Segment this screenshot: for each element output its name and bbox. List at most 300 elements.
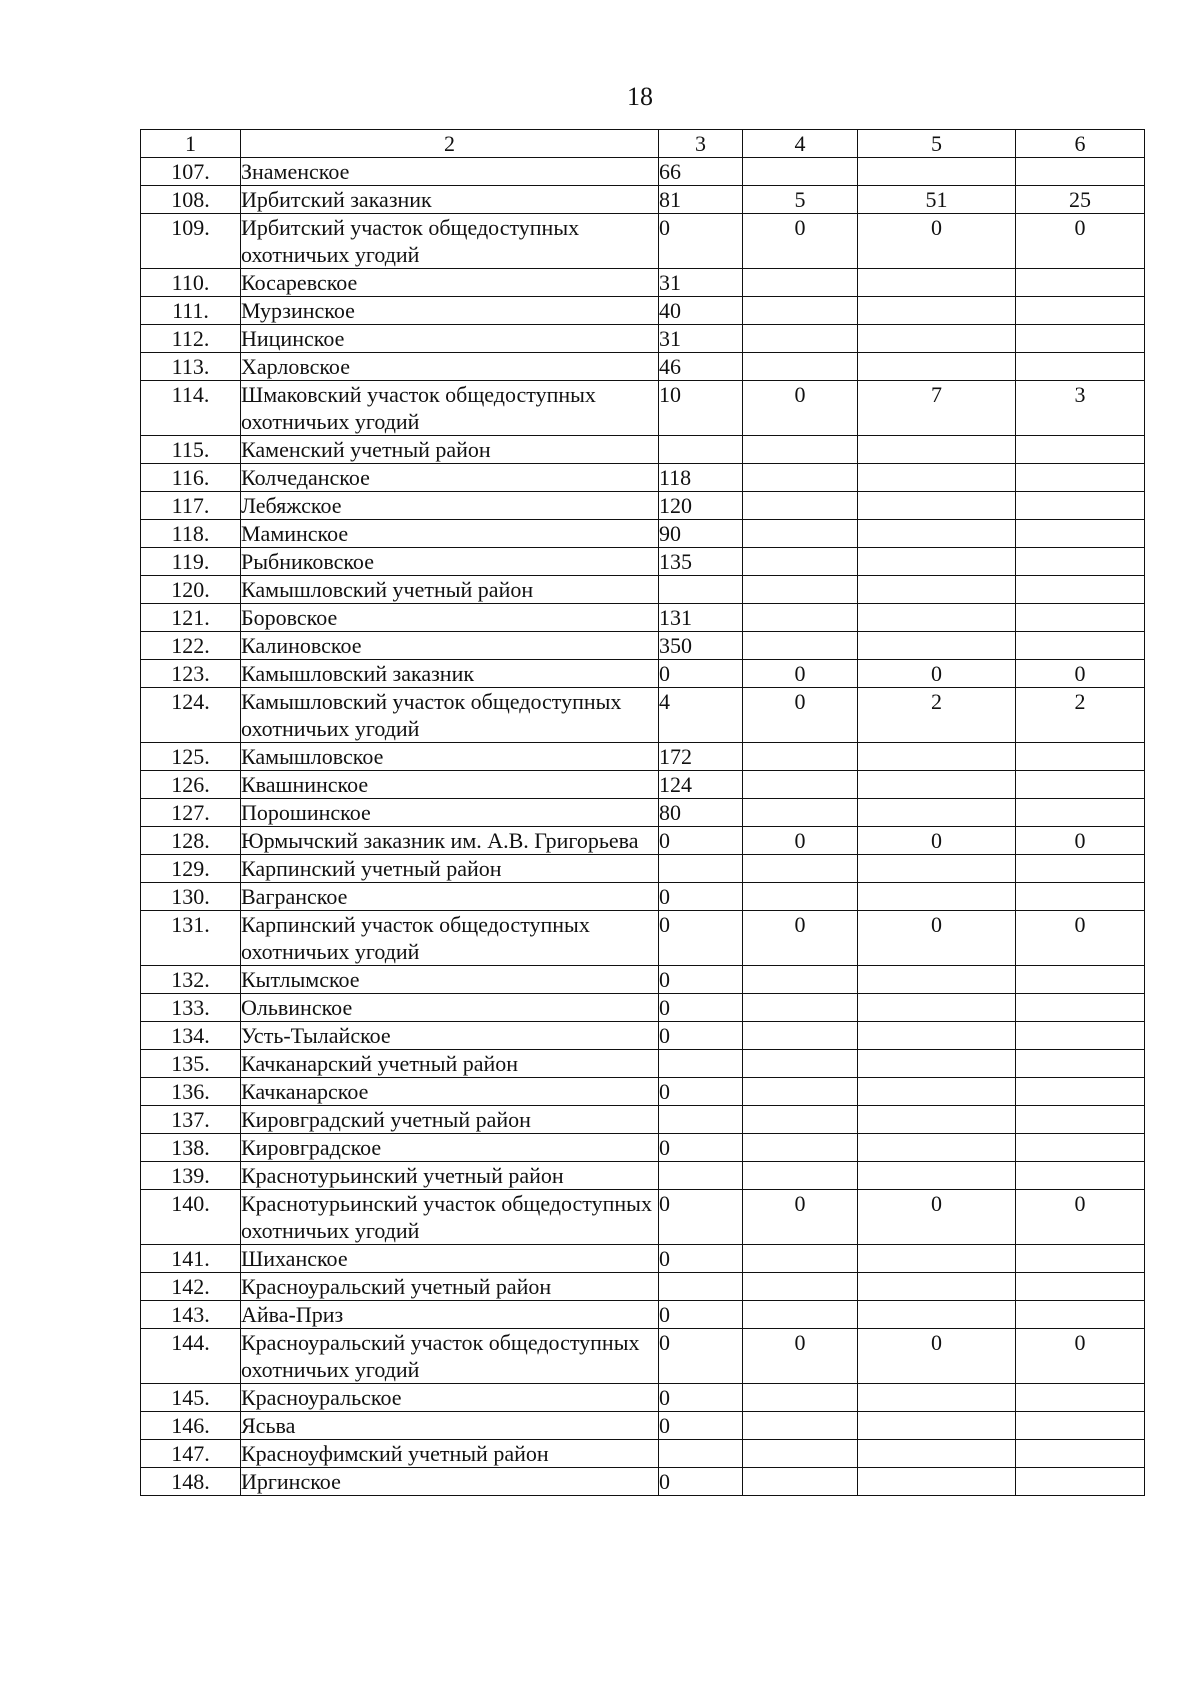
row-number-cell: 141. (141, 1245, 241, 1273)
row-name-cell: Краснотурьинский учетный район (241, 1162, 659, 1190)
col3-cell: 118 (659, 464, 743, 492)
table-row (141, 520, 1145, 548)
col3-cell: 0 (659, 1134, 743, 1162)
col5-cell (858, 1050, 1016, 1078)
table-row (141, 548, 1145, 576)
col5-cell (858, 771, 1016, 799)
row-name-cell: Шиханское (241, 1245, 659, 1273)
col6-cell (1016, 325, 1145, 353)
row-number-cell: 147. (141, 1440, 241, 1468)
col4-cell (743, 1050, 858, 1078)
col3-cell: 350 (659, 632, 743, 660)
row-number-cell: 119. (141, 548, 241, 576)
col4-cell (743, 883, 858, 911)
table-row (141, 297, 1145, 325)
row-name-cell: Колчеданское (241, 464, 659, 492)
col4-cell (743, 1384, 858, 1412)
col6-cell: 0 (1016, 911, 1145, 966)
row-number-cell: 108. (141, 186, 241, 214)
col5-cell (858, 799, 1016, 827)
col4-cell (743, 436, 858, 464)
col3-cell: 120 (659, 492, 743, 520)
table-row (141, 464, 1145, 492)
col6-cell (1016, 1022, 1145, 1050)
col3-cell: 46 (659, 353, 743, 381)
col6-cell (1016, 1273, 1145, 1301)
col6-cell (1016, 269, 1145, 297)
row-name-cell: Красноуфимский учетный район (241, 1440, 659, 1468)
row-name-cell: Ирбитский заказник (241, 186, 659, 214)
table-row (141, 771, 1145, 799)
row-number-cell: 121. (141, 604, 241, 632)
col5-cell (858, 436, 1016, 464)
col3-cell: 0 (659, 1078, 743, 1106)
table-row (141, 1022, 1145, 1050)
col4-cell (743, 1468, 858, 1496)
col5-cell: 51 (858, 186, 1016, 214)
row-name-cell: Рыбниковское (241, 548, 659, 576)
col3-cell: 131 (659, 604, 743, 632)
col4-cell: 0 (743, 381, 858, 436)
col3-cell: 80 (659, 799, 743, 827)
table-row (141, 1245, 1145, 1273)
col5-cell (858, 1301, 1016, 1329)
table-row (141, 994, 1145, 1022)
col6-cell: 0 (1016, 1190, 1145, 1245)
row-number-cell: 137. (141, 1106, 241, 1134)
table-row (141, 325, 1145, 353)
row-number-cell: 143. (141, 1301, 241, 1329)
table-row (141, 1273, 1145, 1301)
col4-cell (743, 297, 858, 325)
row-number-cell: 138. (141, 1134, 241, 1162)
col4-cell: 0 (743, 660, 858, 688)
col6-cell: 0 (1016, 660, 1145, 688)
col4-cell: 0 (743, 827, 858, 855)
col6-cell (1016, 966, 1145, 994)
header-cell: 5 (858, 130, 1016, 158)
col5-cell (858, 1440, 1016, 1468)
col6-cell (1016, 1301, 1145, 1329)
table-row (141, 855, 1145, 883)
table-row (141, 1162, 1145, 1190)
col3-cell: 40 (659, 297, 743, 325)
row-number-cell: 123. (141, 660, 241, 688)
row-name-cell: Порошинское (241, 799, 659, 827)
col4-cell (743, 632, 858, 660)
table-row (141, 1384, 1145, 1412)
table-row (141, 353, 1145, 381)
col4-cell (743, 1245, 858, 1273)
table-row (141, 1078, 1145, 1106)
row-number-cell: 148. (141, 1468, 241, 1496)
row-number-cell: 109. (141, 214, 241, 269)
table-row (141, 883, 1145, 911)
col3-cell: 0 (659, 1329, 743, 1384)
col3-cell: 124 (659, 771, 743, 799)
col4-cell (743, 1273, 858, 1301)
row-name-cell: Вагранское (241, 883, 659, 911)
table-row (141, 1468, 1145, 1496)
col3-cell: 31 (659, 325, 743, 353)
row-name-cell: Айва-Приз (241, 1301, 659, 1329)
row-name-cell: Маминское (241, 520, 659, 548)
col3-cell: 0 (659, 1022, 743, 1050)
col4-cell (743, 966, 858, 994)
col5-cell (858, 325, 1016, 353)
col3-cell: 0 (659, 214, 743, 269)
col4-cell (743, 548, 858, 576)
col5-cell (858, 966, 1016, 994)
row-number-cell: 144. (141, 1329, 241, 1384)
col5-cell (858, 1273, 1016, 1301)
col6-cell (1016, 464, 1145, 492)
col4-cell (743, 492, 858, 520)
col6-cell (1016, 492, 1145, 520)
col5-cell (858, 994, 1016, 1022)
col6-cell (1016, 353, 1145, 381)
row-name-cell: Ольвинское (241, 994, 659, 1022)
col3-cell: 0 (659, 1301, 743, 1329)
col6-cell: 2 (1016, 688, 1145, 743)
col4-cell (743, 799, 858, 827)
col4-cell: 0 (743, 688, 858, 743)
col5-cell (858, 576, 1016, 604)
col5-cell (858, 1162, 1016, 1190)
row-name-cell: Карпинский участок общедоступных охотничьих угодий (241, 911, 659, 966)
col6-cell (1016, 1106, 1145, 1134)
col3-cell: 81 (659, 186, 743, 214)
col6-cell (1016, 436, 1145, 464)
col6-cell (1016, 632, 1145, 660)
row-name-cell: Камышловское (241, 743, 659, 771)
row-number-cell: 134. (141, 1022, 241, 1050)
col6-cell: 0 (1016, 1329, 1145, 1384)
row-number-cell: 127. (141, 799, 241, 827)
row-number-cell: 130. (141, 883, 241, 911)
col4-cell: 0 (743, 1190, 858, 1245)
table-row (141, 158, 1145, 186)
col6-cell (1016, 771, 1145, 799)
row-name-cell: Ницинское (241, 325, 659, 353)
row-name-cell: Знаменское (241, 158, 659, 186)
row-number-cell: 129. (141, 855, 241, 883)
data-table (140, 129, 1145, 1496)
col5-cell (858, 548, 1016, 576)
col3-cell (659, 1050, 743, 1078)
col4-cell (743, 1162, 858, 1190)
row-number-cell: 120. (141, 576, 241, 604)
col4-cell: 5 (743, 186, 858, 214)
row-name-cell: Ирбитский участок общедоступных охотничьих угодий (241, 214, 659, 269)
col3-cell (659, 1273, 743, 1301)
table-row (141, 743, 1145, 771)
col4-cell (743, 1078, 858, 1106)
col3-cell: 4 (659, 688, 743, 743)
col3-cell: 0 (659, 911, 743, 966)
col5-cell (858, 297, 1016, 325)
page-number: 18 (627, 82, 653, 111)
col4-cell (743, 520, 858, 548)
col3-cell: 0 (659, 1384, 743, 1412)
row-name-cell: Иргинское (241, 1468, 659, 1496)
row-name-cell: Квашнинское (241, 771, 659, 799)
col3-cell: 31 (659, 269, 743, 297)
col6-cell (1016, 1412, 1145, 1440)
row-name-cell: Косаревское (241, 269, 659, 297)
row-number-cell: 115. (141, 436, 241, 464)
row-name-cell: Кировградский учетный район (241, 1106, 659, 1134)
row-number-cell: 114. (141, 381, 241, 436)
table-row (141, 688, 1145, 743)
col6-cell (1016, 855, 1145, 883)
row-number-cell: 117. (141, 492, 241, 520)
col6-cell (1016, 297, 1145, 325)
col6-cell: 0 (1016, 214, 1145, 269)
col5-cell (858, 1412, 1016, 1440)
col5-cell (858, 1106, 1016, 1134)
row-number-cell: 140. (141, 1190, 241, 1245)
col3-cell: 0 (659, 1468, 743, 1496)
table-row (141, 660, 1145, 688)
header-cell: 4 (743, 130, 858, 158)
col5-cell (858, 1384, 1016, 1412)
table-row (141, 381, 1145, 436)
row-name-cell: Красноуральский участок общедоступных охотничьих угодий (241, 1329, 659, 1384)
col3-cell (659, 1162, 743, 1190)
table-row (141, 966, 1145, 994)
col3-cell: 10 (659, 381, 743, 436)
row-name-cell: Усть-Тылайское (241, 1022, 659, 1050)
col5-cell (858, 269, 1016, 297)
row-number-cell: 118. (141, 520, 241, 548)
row-number-cell: 107. (141, 158, 241, 186)
col6-cell: 3 (1016, 381, 1145, 436)
row-name-cell: Шмаковский участок общедоступных охотничьих угодий (241, 381, 659, 436)
col3-cell: 0 (659, 966, 743, 994)
col4-cell: 0 (743, 1329, 858, 1384)
row-name-cell: Камышловский учетный район (241, 576, 659, 604)
table-row (141, 632, 1145, 660)
col4-cell (743, 771, 858, 799)
row-number-cell: 145. (141, 1384, 241, 1412)
col6-cell (1016, 1134, 1145, 1162)
table-row (141, 1412, 1145, 1440)
header-cell: 2 (241, 130, 659, 158)
col4-cell (743, 994, 858, 1022)
row-number-cell: 136. (141, 1078, 241, 1106)
col4-cell (743, 743, 858, 771)
col6-cell (1016, 994, 1145, 1022)
col5-cell (858, 1078, 1016, 1106)
table-row (141, 1050, 1145, 1078)
col6-cell (1016, 799, 1145, 827)
table-row (141, 911, 1145, 966)
table-row (141, 576, 1145, 604)
col6-cell: 25 (1016, 186, 1145, 214)
row-name-cell: Ясьва (241, 1412, 659, 1440)
col3-cell: 0 (659, 883, 743, 911)
col5-cell (858, 743, 1016, 771)
col3-cell (659, 855, 743, 883)
col6-cell (1016, 576, 1145, 604)
col6-cell (1016, 883, 1145, 911)
col4-cell (743, 353, 858, 381)
row-number-cell: 111. (141, 297, 241, 325)
col4-cell (743, 1134, 858, 1162)
col3-cell (659, 1106, 743, 1134)
col3-cell: 0 (659, 660, 743, 688)
row-name-cell: Камышловский участок общедоступных охотничьих угодий (241, 688, 659, 743)
row-name-cell: Красноуральский учетный район (241, 1273, 659, 1301)
col5-cell: 0 (858, 827, 1016, 855)
col4-cell (743, 464, 858, 492)
col4-cell (743, 1301, 858, 1329)
col5-cell (858, 883, 1016, 911)
header-cell: 3 (659, 130, 743, 158)
table-row (141, 214, 1145, 269)
col6-cell (1016, 1440, 1145, 1468)
col5-cell (858, 1468, 1016, 1496)
col6-cell (1016, 158, 1145, 186)
col3-cell: 66 (659, 158, 743, 186)
table-row (141, 604, 1145, 632)
col6-cell (1016, 1384, 1145, 1412)
col5-cell (858, 855, 1016, 883)
col5-cell: 0 (858, 1190, 1016, 1245)
row-name-cell: Юрмычский заказник им. А.В. Григорьева (241, 827, 659, 855)
col3-cell: 90 (659, 520, 743, 548)
row-name-cell: Харловское (241, 353, 659, 381)
col6-cell (1016, 1078, 1145, 1106)
col5-cell (858, 464, 1016, 492)
col3-cell: 135 (659, 548, 743, 576)
col5-cell: 2 (858, 688, 1016, 743)
row-name-cell: Калиновское (241, 632, 659, 660)
col3-cell (659, 436, 743, 464)
row-number-cell: 116. (141, 464, 241, 492)
row-number-cell: 124. (141, 688, 241, 743)
col4-cell: 0 (743, 214, 858, 269)
row-number-cell: 113. (141, 353, 241, 381)
table-row (141, 269, 1145, 297)
row-name-cell: Лебяжское (241, 492, 659, 520)
col4-cell (743, 1440, 858, 1468)
col6-cell (1016, 548, 1145, 576)
row-name-cell: Качканарское (241, 1078, 659, 1106)
header-cell: 1 (141, 130, 241, 158)
col3-cell: 0 (659, 1245, 743, 1273)
col5-cell (858, 632, 1016, 660)
col4-cell: 0 (743, 911, 858, 966)
row-name-cell: Красноуральское (241, 1384, 659, 1412)
row-name-cell: Кытлымское (241, 966, 659, 994)
col5-cell (858, 1134, 1016, 1162)
col5-cell (858, 353, 1016, 381)
col6-cell (1016, 1468, 1145, 1496)
col6-cell (1016, 1050, 1145, 1078)
col5-cell: 0 (858, 1329, 1016, 1384)
table-row (141, 436, 1145, 464)
row-number-cell: 146. (141, 1412, 241, 1440)
col6-cell (1016, 1162, 1145, 1190)
col5-cell (858, 492, 1016, 520)
col6-cell (1016, 743, 1145, 771)
col3-cell: 0 (659, 1412, 743, 1440)
col4-cell (743, 269, 858, 297)
table-row (141, 827, 1145, 855)
col3-cell: 172 (659, 743, 743, 771)
row-number-cell: 110. (141, 269, 241, 297)
col3-cell (659, 576, 743, 604)
col6-cell (1016, 1245, 1145, 1273)
table-row (141, 1301, 1145, 1329)
row-name-cell: Боровское (241, 604, 659, 632)
col4-cell (743, 855, 858, 883)
col5-cell (858, 158, 1016, 186)
row-number-cell: 122. (141, 632, 241, 660)
row-name-cell: Кировградское (241, 1134, 659, 1162)
table-row (141, 1329, 1145, 1384)
row-name-cell: Мурзинское (241, 297, 659, 325)
table-row (141, 492, 1145, 520)
table-row (141, 186, 1145, 214)
row-number-cell: 125. (141, 743, 241, 771)
row-number-cell: 128. (141, 827, 241, 855)
row-name-cell: Качканарский учетный район (241, 1050, 659, 1078)
table-row (141, 1106, 1145, 1134)
col4-cell (743, 158, 858, 186)
col3-cell: 0 (659, 1190, 743, 1245)
row-number-cell: 139. (141, 1162, 241, 1190)
col6-cell: 0 (1016, 827, 1145, 855)
col5-cell (858, 604, 1016, 632)
col4-cell (743, 1412, 858, 1440)
row-name-cell: Карпинский учетный район (241, 855, 659, 883)
row-number-cell: 133. (141, 994, 241, 1022)
row-number-cell: 132. (141, 966, 241, 994)
col5-cell (858, 1022, 1016, 1050)
col4-cell (743, 1106, 858, 1134)
header-cell: 6 (1016, 130, 1145, 158)
row-number-cell: 135. (141, 1050, 241, 1078)
col5-cell: 0 (858, 660, 1016, 688)
col3-cell: 0 (659, 994, 743, 1022)
col5-cell: 7 (858, 381, 1016, 436)
col5-cell: 0 (858, 911, 1016, 966)
col4-cell (743, 1022, 858, 1050)
col6-cell (1016, 604, 1145, 632)
row-name-cell: Камышловский заказник (241, 660, 659, 688)
table-row (141, 1190, 1145, 1245)
col6-cell (1016, 520, 1145, 548)
col5-cell: 0 (858, 214, 1016, 269)
row-number-cell: 131. (141, 911, 241, 966)
col4-cell (743, 325, 858, 353)
col4-cell (743, 576, 858, 604)
col4-cell (743, 604, 858, 632)
row-name-cell: Краснотурьинский участок общедоступных охотничьих угодий (241, 1190, 659, 1245)
col3-cell (659, 1440, 743, 1468)
table-row (141, 1440, 1145, 1468)
col5-cell (858, 520, 1016, 548)
row-name-cell: Каменский учетный район (241, 436, 659, 464)
table-row (141, 1134, 1145, 1162)
table-header-row (141, 130, 1145, 158)
col5-cell (858, 1245, 1016, 1273)
row-number-cell: 126. (141, 771, 241, 799)
col3-cell: 0 (659, 827, 743, 855)
